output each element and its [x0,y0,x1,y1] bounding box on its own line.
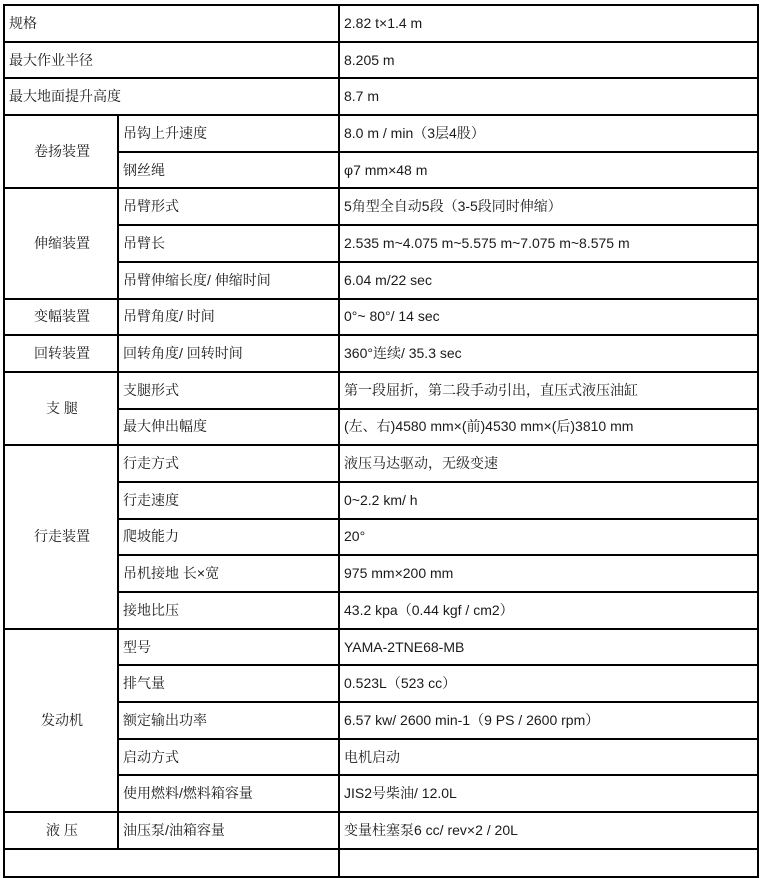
row-value: 20° [339,519,758,556]
row-value: 975 mm×200 mm [339,555,758,592]
row-label: 吊钩上升速度 [118,115,339,152]
row-label: 额定输出功率 [118,702,339,739]
row-value: 360°连续/ 35.3 sec [339,335,758,372]
row-label: 最大地面提升高度 [4,78,339,115]
row-label: 最大作业半径 [4,42,339,79]
row-value: 8.205 m [339,42,758,79]
group-label: 回转装置 [4,335,118,372]
table-row [4,775,758,812]
group-label: 发动机 [4,629,118,812]
table-row [4,555,758,592]
table-row [4,519,758,556]
row-label: 钢丝绳 [118,152,339,189]
table-row [4,188,758,225]
table-row [4,78,758,115]
table-row [4,409,758,446]
row-label: 支腿形式 [118,372,339,409]
row-label: 吊机接地 长×宽 [118,555,339,592]
table-row [4,739,758,776]
group-label: 液 压 [4,812,118,849]
table-row [4,445,758,482]
row-label: 吊臂形式 [118,188,339,225]
row-label: 行走方式 [118,445,339,482]
row-value: 8.0 m / min（3层4股） [339,115,758,152]
row-value: 液压马达驱动，无级变速 [339,445,758,482]
group-label: 卷扬装置 [4,115,118,188]
row-label: 回转角度/ 回转时间 [118,335,339,372]
table-row [4,702,758,739]
row-value: φ7 mm×48 m [339,152,758,189]
row-label: 接地比压 [118,592,339,629]
table-row [4,665,758,702]
table-row-partial [4,849,758,877]
row-label: 吊臂长 [118,225,339,262]
row-value: 5角型全自动5段（3-5段同时伸缩） [339,188,758,225]
table-row [4,115,758,152]
row-value: 0.523L（523 cc） [339,665,758,702]
table-row [4,42,758,79]
row-label: 使用燃料/燃料箱容量 [118,775,339,812]
row-label: 启动方式 [118,739,339,776]
spec-table [3,4,759,878]
row-label: 吊臂角度/ 时间 [118,299,339,336]
row-label: 型号 [118,629,339,666]
row-label [4,849,339,877]
row-value: 变量柱塞泵6 cc/ rev×2 / 20L [339,812,758,849]
row-value: (左、右)4580 mm×(前)4530 mm×(后)3810 mm [339,409,758,446]
table-row [4,5,758,42]
table-row [4,372,758,409]
spec-table-container [3,4,759,878]
row-value: 2.82 t×1.4 m [339,5,758,42]
group-label: 变幅装置 [4,299,118,336]
group-label: 伸缩装置 [4,188,118,298]
row-value: YAMA-2TNE68-MB [339,629,758,666]
row-label: 油压泵/油箱容量 [118,812,339,849]
row-label: 爬坡能力 [118,519,339,556]
table-row [4,152,758,189]
row-label: 排气量 [118,665,339,702]
row-value: 电机启动 [339,739,758,776]
row-value: 0°~ 80°/ 14 sec [339,299,758,336]
row-value: 2.535 m~4.075 m~5.575 m~7.075 m~8.575 m [339,225,758,262]
group-label: 支 腿 [4,372,118,445]
row-value: 8.7 m [339,78,758,115]
row-value: 6.57 kw/ 2600 min-1（9 PS / 2600 rpm） [339,702,758,739]
row-value: JIS2号柴油/ 12.0L [339,775,758,812]
row-value [339,849,758,877]
group-label: 行走装置 [4,445,118,628]
row-label: 吊臂伸缩长度/ 伸缩时间 [118,262,339,299]
table-row [4,299,758,336]
table-row [4,629,758,666]
row-value: 第一段屈折，第二段手动引出，直压式液压油缸 [339,372,758,409]
row-label: 规格 [4,5,339,42]
table-row [4,335,758,372]
row-value: 43.2 kpa（0.44 kgf / cm2） [339,592,758,629]
table-row [4,482,758,519]
table-row [4,225,758,262]
table-row [4,262,758,299]
table-row [4,592,758,629]
row-label: 行走速度 [118,482,339,519]
row-value: 6.04 m/22 sec [339,262,758,299]
table-row [4,812,758,849]
row-label: 最大伸出幅度 [118,409,339,446]
row-value: 0~2.2 km/ h [339,482,758,519]
